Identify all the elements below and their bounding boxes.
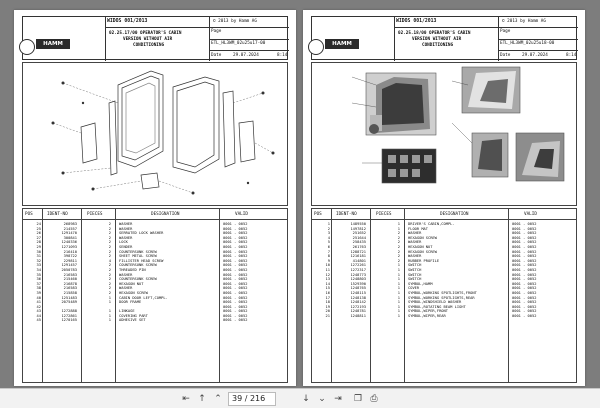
- pos-cell: 19: [325, 304, 330, 309]
- pos-cell: 38: [36, 286, 41, 291]
- hamm-logo: HAMM: [325, 39, 359, 49]
- ident-cell: 1288721: [350, 249, 366, 254]
- valid-cell: 0001 - 0052: [223, 254, 248, 259]
- pos-cell: 25: [36, 226, 41, 231]
- pieces-cell: 2: [108, 235, 111, 240]
- designation-cell: HEXAGON NUT: [408, 244, 433, 249]
- designation-cell: SYMBOL,WORKING SPOTLIGHTS,FRONT: [408, 290, 477, 295]
- page-39: [14, 10, 296, 386]
- pos-cell: 39: [36, 290, 41, 295]
- pos-cell: 12: [325, 272, 330, 277]
- pos-cell: 34: [36, 267, 41, 272]
- designation-cell: COVER: [408, 286, 420, 291]
- copyright: © 2013 by Hamm AG: [213, 19, 257, 24]
- designation-cell: WASHER: [119, 272, 133, 277]
- pos-cell: 35: [36, 272, 41, 277]
- pos-cell: 1: [327, 222, 330, 226]
- table-row: [312, 314, 576, 319]
- pieces-cell: 1: [397, 272, 400, 277]
- designation-cell: SERRATED LOCK WASHER: [119, 231, 164, 236]
- designation-cell: WASHER: [408, 240, 422, 245]
- valid-cell: 0001 - 0052: [223, 226, 248, 231]
- valid-cell: 0001 - 0052: [223, 313, 248, 318]
- valid-cell: 0001 - 0052: [223, 272, 248, 277]
- pieces-cell: 2: [108, 226, 111, 231]
- valid-cell: 0001 - 0052: [512, 313, 537, 318]
- cabin-photo-collage: [311, 62, 577, 206]
- pieces-cell: 1: [397, 226, 400, 231]
- designation-cell: WASHER: [119, 226, 133, 231]
- valid-cell: 0001 - 0052: [512, 222, 537, 226]
- ident-cell: 1271093: [61, 244, 77, 249]
- parts-table: [22, 208, 288, 383]
- designation-cell: SHEET METAL SCREW: [119, 254, 157, 259]
- table-row: [23, 318, 287, 323]
- pieces-cell: 1: [397, 300, 400, 305]
- pos-cell: 21: [325, 313, 330, 318]
- valid-cell: 0001 - 0052: [512, 309, 537, 314]
- ident-cell: 1248115: [350, 290, 366, 295]
- pieces-cell: 2: [108, 286, 111, 291]
- pos-cell: 2: [327, 226, 330, 231]
- table-rows: [312, 222, 576, 318]
- pos-cell: 15: [325, 286, 330, 291]
- designation-cell: COUNTERSUNK SCREW: [119, 263, 157, 268]
- valid-cell: 0001 - 0052: [512, 295, 537, 300]
- pieces-cell: 1: [397, 304, 400, 309]
- valid-cell: 0001 - 0052: [223, 309, 248, 314]
- pos-cell: 7: [327, 249, 330, 254]
- pieces-cell: 1: [397, 281, 400, 286]
- page-down-icon[interactable]: ⌄: [318, 394, 326, 404]
- table-header: POS IDENT-NO PIECES DESIGNATION VALID: [23, 209, 287, 220]
- copyright: © 2013 by Hamm AG: [502, 19, 546, 24]
- pos-cell: 36: [36, 277, 41, 282]
- ident-cell: 251652: [352, 231, 366, 236]
- valid-cell: 0001 - 0052: [223, 300, 248, 305]
- designation-cell: SWITCH: [408, 267, 422, 272]
- pos-cell: 24: [36, 222, 41, 226]
- valid-cell: 0001 - 0052: [223, 304, 248, 309]
- valid-cell: 0001 - 0052: [512, 300, 537, 305]
- pos-cell: 42: [36, 304, 41, 309]
- pos-cell: 45: [36, 318, 41, 323]
- pieces-cell: 2: [108, 272, 111, 277]
- pieces-cell: 2: [108, 267, 111, 272]
- pos-cell: 30: [36, 249, 41, 254]
- valid-cell: 0001 - 0052: [223, 235, 248, 240]
- date-label: Date: [500, 53, 511, 58]
- designation-cell: SENDER: [119, 244, 133, 249]
- designation-cell: SWITCH: [408, 272, 422, 277]
- section-subtitle-2: CONDITIONING: [422, 43, 454, 48]
- pos-cell: 8: [327, 254, 330, 259]
- designation-cell: HEXAGON SCREW: [408, 235, 437, 240]
- doc-title: WIDOS 001/2013: [107, 19, 148, 24]
- pos-cell: 17: [325, 295, 330, 300]
- valid-cell: 0001 - 0052: [223, 263, 248, 268]
- pos-cell: 14: [325, 281, 330, 286]
- first-page-icon[interactable]: ⇤: [182, 394, 190, 404]
- pieces-cell: 2: [397, 258, 400, 263]
- valid-cell: 0001 - 0052: [512, 235, 537, 240]
- valid-cell: 0001 - 0052: [512, 240, 537, 245]
- ident-cell: 1248765: [350, 286, 366, 291]
- ident-cell: 1272193: [350, 304, 366, 309]
- previous-page-icon[interactable]: ↑: [198, 394, 206, 404]
- designation-cell: FLOOR MAT: [408, 226, 428, 231]
- pieces-cell: 1: [397, 263, 400, 268]
- ident-cell: 268983: [63, 222, 77, 226]
- valid-cell: 0001 - 0052: [512, 258, 537, 263]
- pos-cell: 11: [325, 267, 330, 272]
- designation-cell: WASHER: [408, 254, 422, 259]
- designation-cell: FILLISTER HEAD SCREW: [119, 258, 164, 263]
- pieces-cell: 2: [108, 263, 111, 268]
- exploded-drawing-cabin-door: [22, 62, 288, 206]
- pos-cell: 29: [36, 244, 41, 249]
- ident-cell: 1216181: [350, 254, 366, 259]
- ident-cell: 216410: [63, 249, 77, 254]
- valid-cell: 0001 - 0052: [512, 277, 537, 282]
- ident-cell: 1248773: [350, 272, 366, 277]
- valid-cell: 0001 - 0052: [512, 244, 537, 249]
- pieces-cell: 1: [397, 313, 400, 318]
- pos-cell: 44: [36, 313, 41, 318]
- pos-cell: 32: [36, 258, 41, 263]
- valid-cell: 0001 - 0052: [223, 258, 248, 263]
- pos-cell: 20: [325, 309, 330, 314]
- valid-cell: 0001 - 0052: [512, 286, 537, 291]
- ident-cell: 1248142: [350, 300, 366, 305]
- hamm-round-logo: [19, 39, 35, 55]
- pieces-cell: 2: [108, 249, 111, 254]
- valid-cell: 0001 - 0052: [223, 281, 248, 286]
- last-page-icon[interactable]: ⇥: [334, 394, 342, 404]
- section-subtitle-2: CONDITIONING: [133, 43, 165, 48]
- hamm-round-logo: [308, 39, 324, 55]
- ident-cell: 1248781: [350, 309, 366, 314]
- pos-cell: 26: [36, 231, 41, 236]
- ident-cell: 1248803: [350, 277, 366, 282]
- valid-cell: 0001 - 0052: [223, 231, 248, 236]
- ident-cell: 216583: [63, 272, 77, 277]
- pos-cell: 41: [36, 300, 41, 305]
- designation-cell: COUNTERSUNK SCREW: [119, 249, 157, 254]
- pos-cell: 10: [325, 263, 330, 268]
- valid-cell: 0001 - 0052: [223, 286, 248, 291]
- ident-cell: 1248138: [350, 295, 366, 300]
- designation-cell: LINKAGE: [119, 309, 135, 314]
- valid-cell: 0001 - 0052: [223, 249, 248, 254]
- pos-cell: 6: [327, 244, 330, 249]
- designation-cell: LOCK: [119, 240, 128, 245]
- ident-cell: 414801: [352, 258, 366, 263]
- section-subtitle-1: VERSION WITHOUT AIR: [412, 37, 462, 42]
- pieces-cell: 2: [397, 240, 400, 245]
- page-number-input[interactable]: 39 / 216: [228, 392, 276, 406]
- ident-cell: 216878: [63, 281, 77, 286]
- valid-cell: 0001 - 0052: [223, 267, 248, 272]
- ident-cell: 215460: [63, 277, 77, 282]
- pieces-cell: 1: [108, 313, 111, 318]
- valid-cell: 0001 - 0052: [512, 231, 537, 236]
- ident-cell: 1240336: [61, 240, 77, 245]
- pieces-cell: 1: [108, 309, 111, 314]
- section-title: 02.25.18/00 OPERATOR'S CABIN: [398, 31, 471, 36]
- pos-cell: 31: [36, 254, 41, 259]
- doc-id: ETL_HL3WM_02u25u18-00: [500, 41, 555, 46]
- date-label: Date: [211, 53, 222, 58]
- pieces-cell: 1: [397, 290, 400, 295]
- valid-cell: 0001 - 0052: [512, 267, 537, 272]
- designation-cell: SYMBOL,WORKING SPOTLIGHTS,REAR: [408, 295, 475, 300]
- pieces-cell: 1: [397, 286, 400, 291]
- pos-cell: 43: [36, 309, 41, 314]
- ident-cell: 1270165: [61, 318, 77, 323]
- pieces-cell: 2: [397, 235, 400, 240]
- doc-id: ETL_HL3WM_02u25u17-00: [211, 41, 266, 46]
- ident-cell: 258435: [352, 240, 366, 245]
- valid-cell: 0001 - 0052: [223, 290, 248, 295]
- designation-cell: SYMBOL,HAMM: [408, 281, 433, 286]
- ident-cell: 1291457: [61, 263, 77, 268]
- designation-cell: DRIVER'S CABIN,COMPL.: [408, 222, 455, 226]
- ident-cell: 214557: [63, 226, 77, 231]
- designation-cell: CABIN DOOR LEFT,COMPL.: [119, 295, 168, 300]
- pos-cell: 16: [325, 290, 330, 295]
- doc-title: WIDOS 001/2013: [396, 19, 437, 24]
- designation-cell: HEXAGON SCREW: [119, 290, 148, 295]
- ident-cell: 261763: [352, 244, 366, 249]
- pieces-cell: 1: [397, 309, 400, 314]
- pieces-cell: 2: [108, 254, 111, 259]
- pieces-cell: 1: [397, 295, 400, 300]
- valid-cell: 0001 - 0052: [512, 254, 537, 259]
- date-value: 29.07.2024: [233, 53, 259, 58]
- copy-icon[interactable]: ❐: [353, 394, 363, 404]
- viewer-toolbar: [0, 388, 600, 408]
- valid-cell: 0001 - 0052: [223, 244, 248, 249]
- ident-cell: 2075489: [61, 300, 77, 305]
- ident-cell: 398722: [63, 254, 77, 259]
- table-header: POS IDENT-NO PIECES DESIGNATION VALID: [312, 209, 576, 220]
- pieces-cell: 4: [108, 258, 111, 263]
- designation-cell: SWITCH: [408, 277, 422, 282]
- designation-cell: HEXAGON SCREW: [408, 249, 437, 254]
- pieces-cell: 1: [108, 300, 111, 305]
- pos-cell: 37: [36, 281, 41, 286]
- ident-cell: 251644: [352, 235, 366, 240]
- valid-cell: 0001 - 0052: [512, 226, 537, 231]
- time-value: 8:14: [566, 53, 577, 58]
- designation-cell: SYMBOL,WIPER,FRONT: [408, 309, 448, 314]
- pieces-cell: 2: [397, 249, 400, 254]
- valid-cell: 0001 - 0052: [223, 222, 248, 226]
- pieces-cell: 1: [397, 222, 400, 226]
- pieces-cell: 2: [108, 240, 111, 245]
- pos-cell: 40: [36, 295, 41, 300]
- valid-cell: 0001 - 0052: [223, 318, 248, 323]
- valid-cell: 0001 - 0052: [512, 272, 537, 277]
- ident-cell: 1272861: [61, 313, 77, 318]
- pieces-cell: 1: [108, 318, 111, 323]
- designation-cell: RUBBER PROFILE: [408, 258, 440, 263]
- pos-cell: 28: [36, 240, 41, 245]
- designation-cell: SYMBOL,WIPER,REAR: [408, 313, 446, 318]
- ident-cell: 1489550: [350, 222, 366, 226]
- page-header: [311, 16, 577, 60]
- date-value: 29.07.2024: [522, 53, 548, 58]
- page-label: Page: [211, 29, 222, 34]
- parts-table: [311, 208, 577, 383]
- designation-cell: WASHER: [119, 222, 133, 226]
- designation-cell: COVERING PART: [119, 313, 148, 318]
- pos-cell: 18: [325, 300, 330, 305]
- designation-cell: SWITCH: [408, 263, 422, 268]
- designation-cell: SYMBOL,ROTATING BEAM LIGHT: [408, 304, 466, 309]
- hamm-logo: HAMM: [36, 39, 70, 49]
- designation-cell: THREADED PIN: [119, 267, 146, 272]
- ident-cell: 1291470: [61, 231, 77, 236]
- designation-cell: WASHER: [119, 286, 133, 291]
- ident-cell: 216583: [63, 286, 77, 291]
- ident-cell: 1272317: [350, 267, 366, 272]
- ident-cell: 300841: [63, 235, 77, 240]
- ident-cell: 2050783: [61, 267, 77, 272]
- designation-cell: WASHER: [408, 231, 422, 236]
- designation-cell: DOOR FRAME: [119, 300, 142, 305]
- valid-cell: 0001 - 0052: [512, 304, 537, 309]
- page-up-icon[interactable]: ⌃: [214, 394, 222, 404]
- pieces-cell: 1: [397, 267, 400, 272]
- pieces-cell: 1: [397, 277, 400, 282]
- section-subtitle-1: VERSION WITHOUT AIR: [123, 37, 173, 42]
- pos-cell: 33: [36, 263, 41, 268]
- ident-cell: 229811: [63, 258, 77, 263]
- table-rows: [23, 222, 287, 323]
- section-title: 02.25.17/00 OPERATOR'S CABIN: [109, 31, 182, 36]
- pos-cell: 3: [327, 231, 330, 236]
- pieces-cell: 2: [108, 277, 111, 282]
- ident-cell: 1251483: [61, 295, 77, 300]
- ident-cell: 1529390: [350, 281, 366, 286]
- pieces-cell: 2: [397, 231, 400, 236]
- designation-cell: SYMBOL,WINDSHIELD WASHER: [408, 300, 462, 305]
- pieces-cell: 1: [108, 295, 111, 300]
- next-page-icon[interactable]: ↓: [302, 394, 310, 404]
- pieces-cell: 2: [108, 244, 111, 249]
- valid-cell: 0001 - 0052: [512, 290, 537, 295]
- pos-cell: 4: [327, 235, 330, 240]
- time-value: 8:14: [277, 53, 288, 58]
- page-40: [303, 10, 585, 386]
- designation-cell: ADHESIVE SET: [119, 318, 146, 323]
- pos-cell: 27: [36, 235, 41, 240]
- valid-cell: 0001 - 0052: [512, 249, 537, 254]
- ident-cell: 1248811: [350, 313, 366, 318]
- valid-cell: 0001 - 0052: [512, 263, 537, 268]
- pieces-cell: 2: [108, 290, 111, 295]
- print-icon[interactable]: ⎙: [370, 394, 378, 404]
- page-header: [22, 16, 288, 60]
- valid-cell: 0001 - 0052: [512, 281, 537, 286]
- pieces-cell: 2: [397, 244, 400, 249]
- designation-cell: WASHER: [119, 235, 133, 240]
- pos-cell: 9: [327, 258, 330, 263]
- valid-cell: 0001 - 0052: [223, 295, 248, 300]
- pos-cell: 5: [327, 240, 330, 245]
- designation-cell: HEXAGON NUT: [119, 281, 144, 286]
- ident-cell: 1497812: [350, 226, 366, 231]
- pos-cell: 13: [325, 277, 330, 282]
- ident-cell: 1272261: [350, 263, 366, 268]
- ident-cell: 1272888: [61, 309, 77, 314]
- ident-cell: 215858: [63, 290, 77, 295]
- pieces-cell: 2: [108, 222, 111, 226]
- pieces-cell: 2: [108, 281, 111, 286]
- valid-cell: 0001 - 0052: [223, 240, 248, 245]
- pieces-cell: 2: [108, 231, 111, 236]
- valid-cell: 0001 - 0052: [223, 277, 248, 282]
- designation-cell: COUNTERSUNK SCREW: [119, 277, 157, 282]
- page-label: Page: [500, 29, 511, 34]
- pieces-cell: 2: [397, 254, 400, 259]
